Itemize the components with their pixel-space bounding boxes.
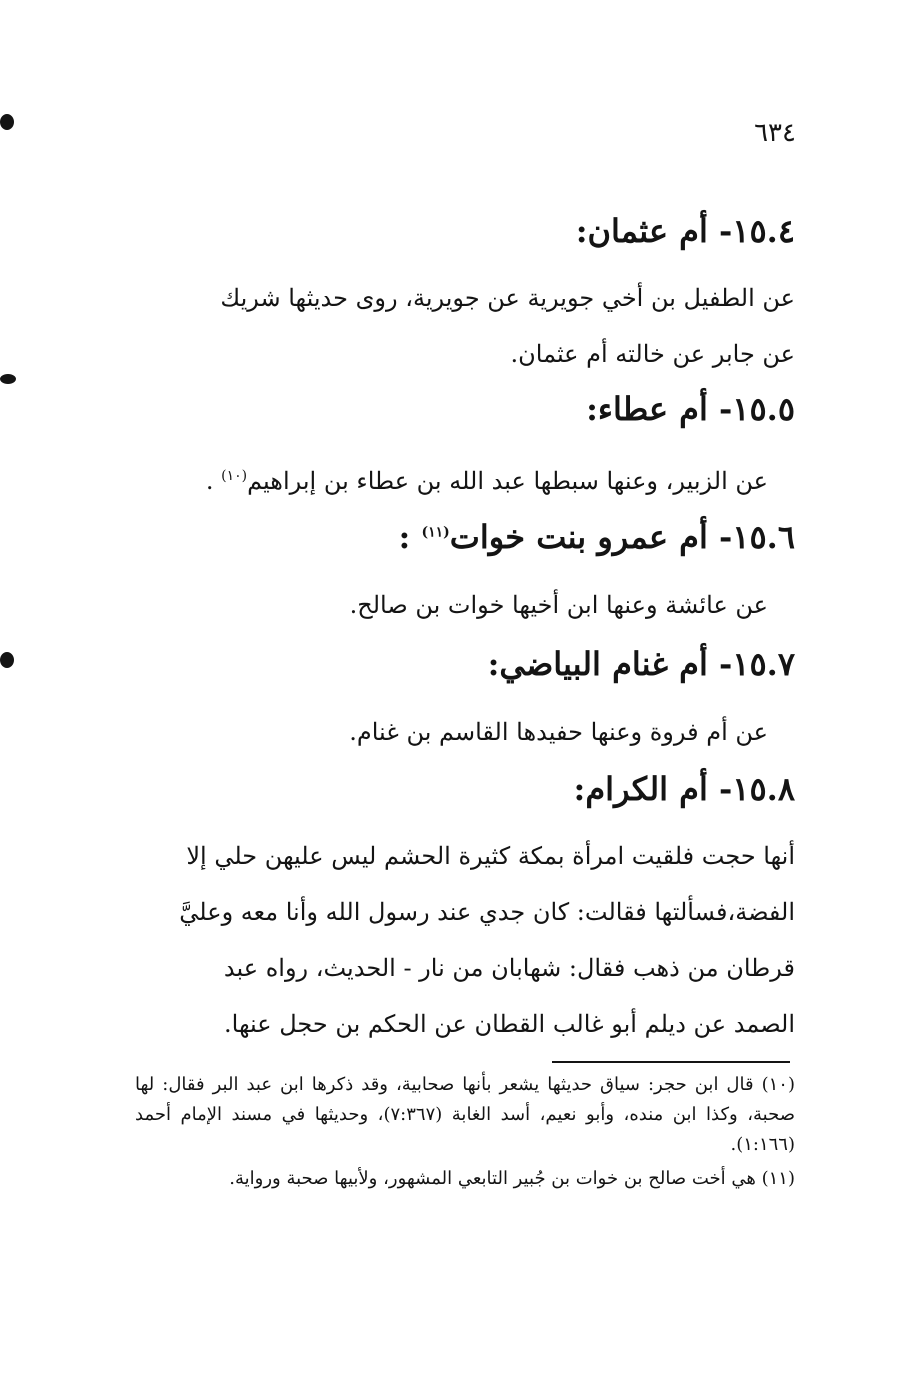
section-body-15-8: [135, 828, 795, 1052]
scan-mark: [0, 652, 14, 668]
heading-text: ١٥.٦- أم عمرو بنت خوات: [449, 518, 795, 556]
section-heading-15-7: ١٥.٧- أم غنام البياضي:: [487, 645, 795, 683]
line-end-punctuation: .: [205, 467, 222, 495]
body-line: عن أم فروة وعنها حفيدها القاسم بن غنام.: [349, 718, 768, 746]
body-line: الفضة،فسألتها فقالت: كان جدي عند رسول الله وأنا معه وعليَّ: [179, 898, 795, 926]
footnote-11: (١١) هي أخت صالح بن خوات بن جُبير التابعي المشهور، ولأبيها صحبة ورواية.: [229, 1168, 795, 1189]
body-line-text: عن الزبير، وعنها سبطها عبد الله بن عطاء بن إبراهيم: [247, 467, 768, 495]
heading-end-punctuation: :: [398, 518, 422, 556]
section-heading-15-6: [398, 518, 795, 556]
section-heading-15-4: ١٥.٤- أم عثمان:: [575, 212, 795, 250]
section-body-15-6: [148, 577, 768, 633]
footnotes: [135, 1070, 795, 1198]
body-line: الصمد عن ديلم أبو غالب القطان عن الحكم بن حجل عنها.: [224, 1010, 795, 1038]
footnote-10: (١٠) قال ابن حجر: سياق حديثها يشعر بأنها صحابية، وقد ذكرها ابن عبد البر فقال: لها صحبة، وكذا ابن منده، وأبو نعيم، أسد الغابة (٧:٣٦٧)، وحديثها في مسند الإمام أحمد (١:١٦٦).: [135, 1074, 795, 1155]
body-line: عن جابر عن خالته أم عثمان.: [510, 340, 795, 368]
body-line: قرطان من ذهب فقال: شهابان من نار - الحديث، رواه عبد: [223, 954, 795, 982]
section-body-15-5: [148, 448, 768, 509]
section-body-15-4: [135, 270, 795, 382]
footnote-reference[interactable]: (١١): [421, 524, 450, 541]
page-number: ٦٣٤: [754, 118, 796, 148]
body-line: عن الطفيل بن أخي جويرية عن جويرية، روى حديثها شريك: [220, 284, 795, 312]
footnote-separator: [552, 1061, 790, 1063]
footnote-reference[interactable]: (١٠): [221, 468, 248, 484]
scan-mark: [0, 114, 14, 130]
body-line: [148, 448, 768, 509]
section-body-15-7: [148, 704, 768, 760]
body-line: عن عائشة وعنها ابن أخيها خوات بن صالح.: [349, 591, 768, 619]
section-heading-15-8: ١٥.٨- أم الكرام:: [573, 770, 795, 808]
scan-mark: [0, 374, 16, 384]
section-heading-15-5: ١٥.٥- أم عطاء:: [586, 390, 795, 428]
body-line: أنها حجت فلقيت امرأة بمكة كثيرة الحشم ليس عليهن حلي إلا: [186, 842, 795, 870]
